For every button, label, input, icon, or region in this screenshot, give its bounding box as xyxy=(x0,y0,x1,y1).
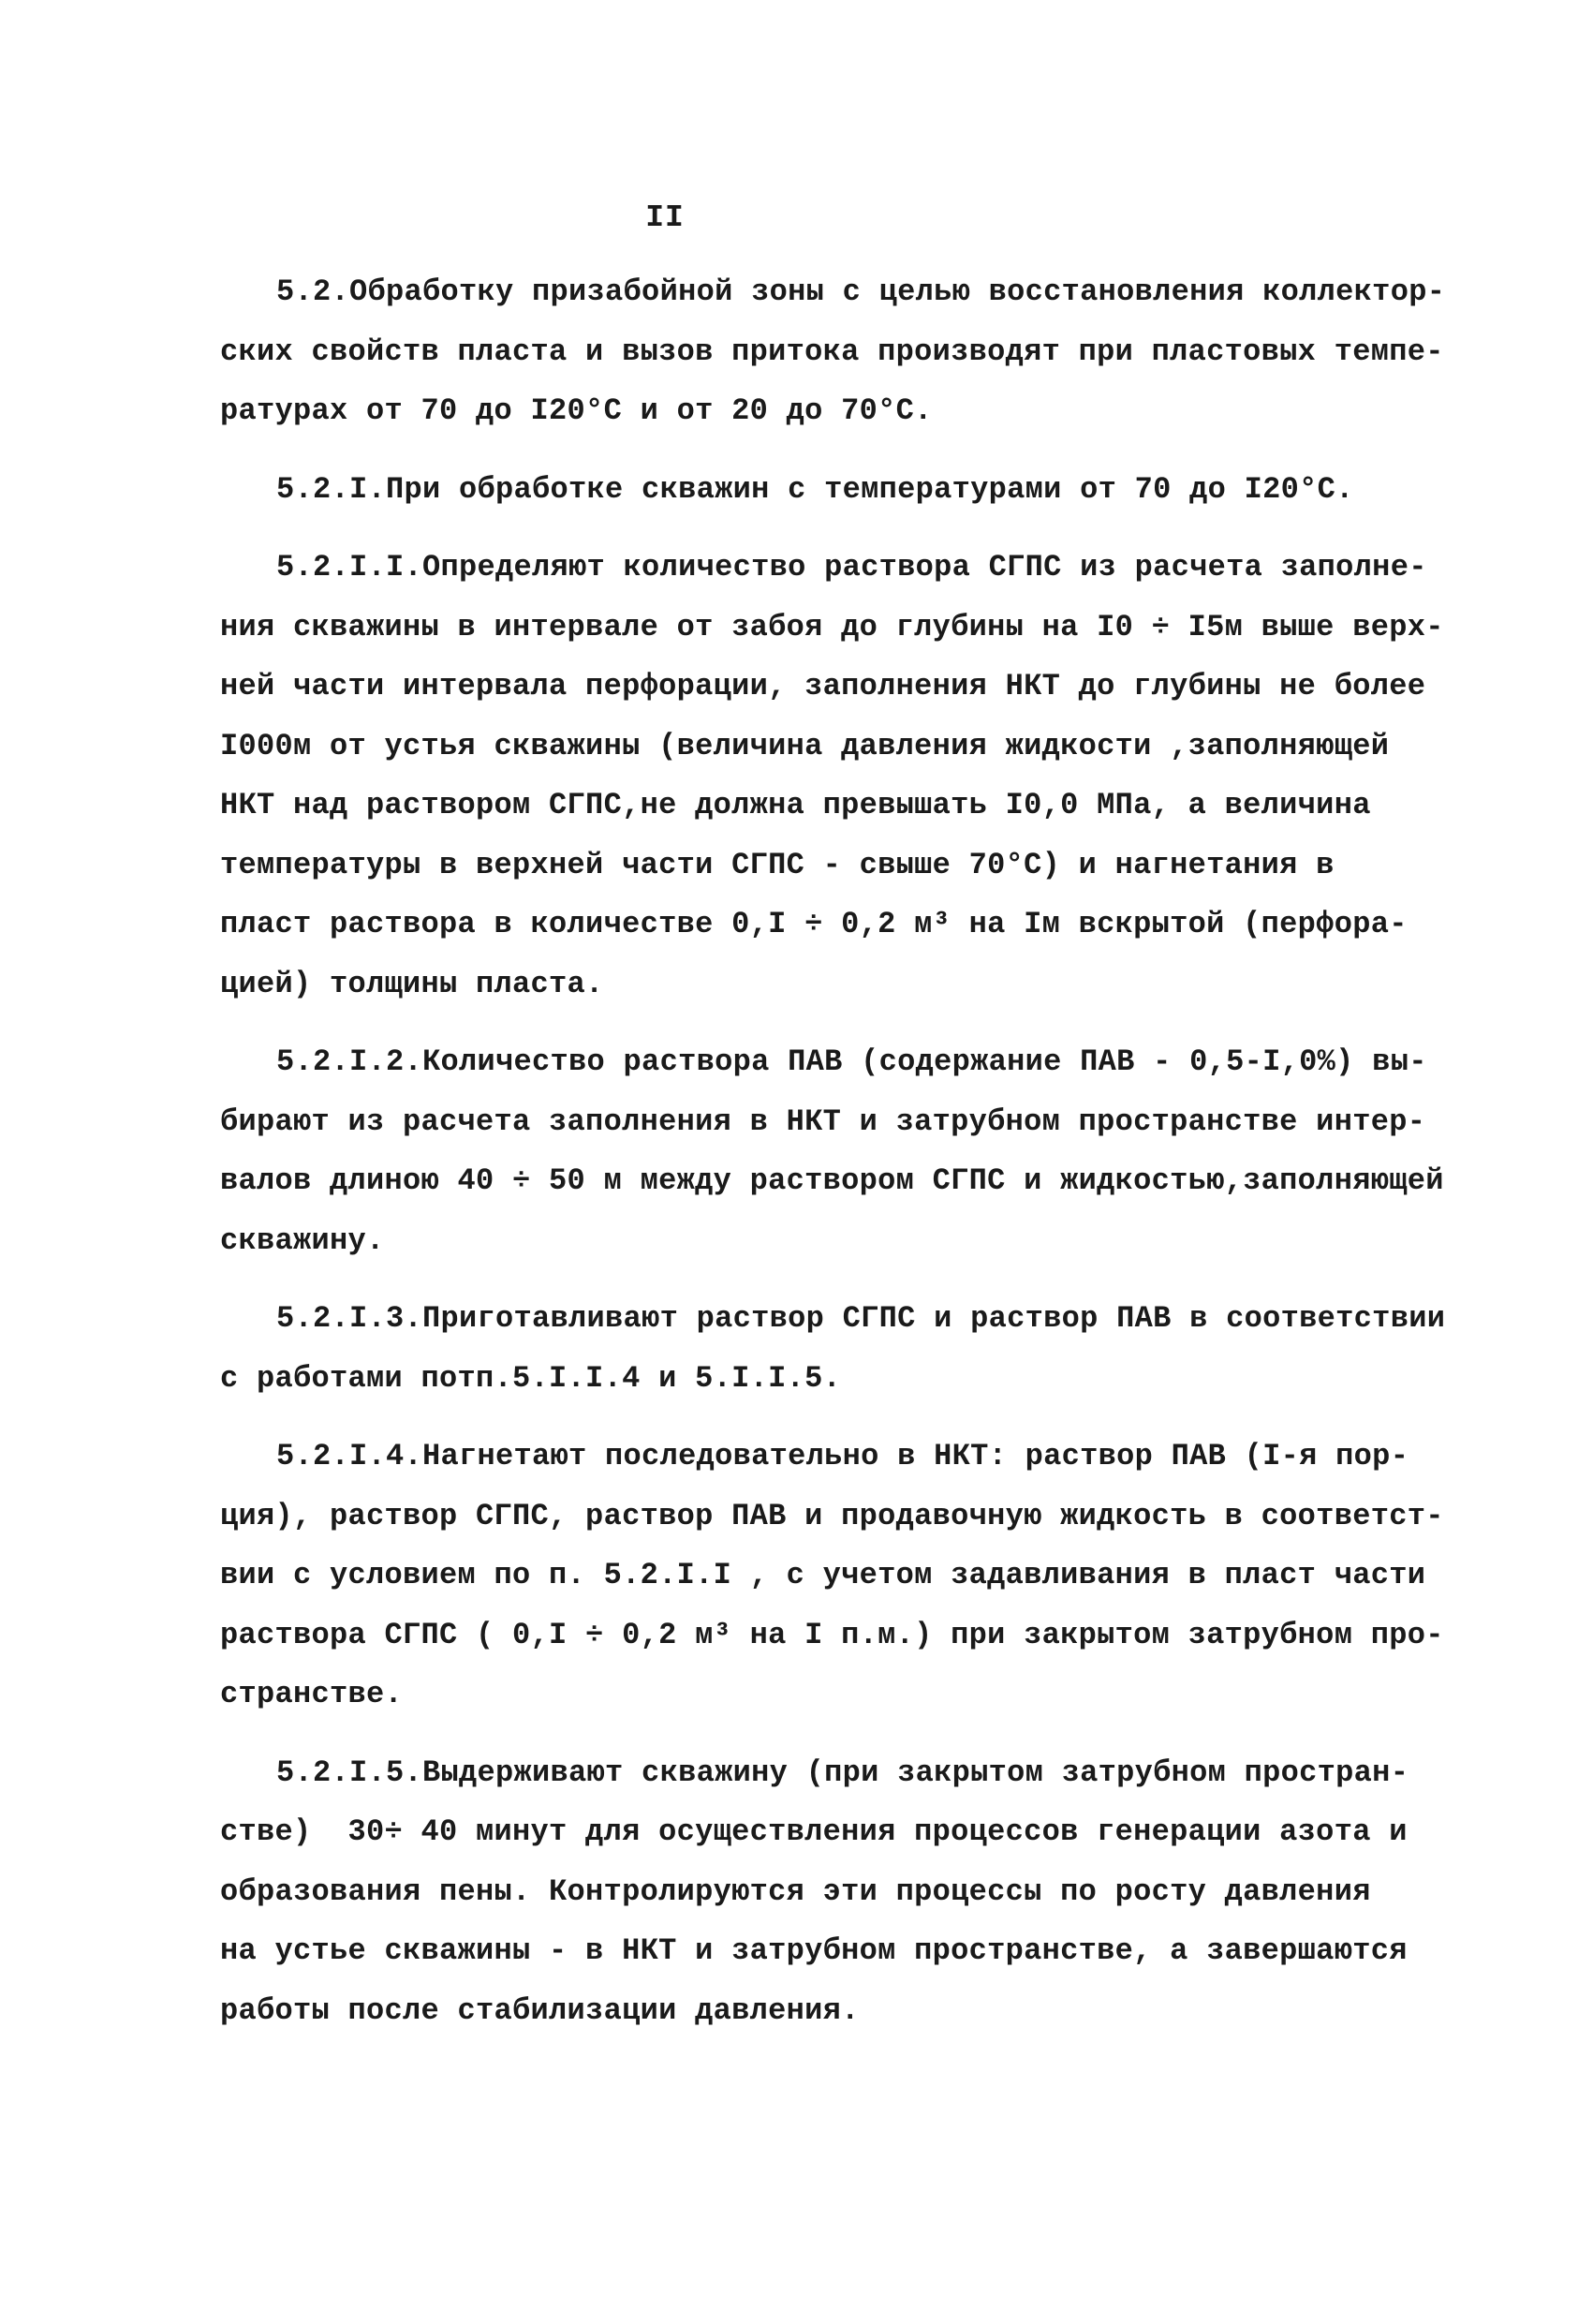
document-body xyxy=(220,262,1447,2059)
text-line: температуры в верхней части СГПС - свыше 70°С) и нагнетания в xyxy=(220,847,1335,882)
text-line: 5.2.I.При обработке скважин с температурами от 70 до I20°С. xyxy=(276,471,1354,507)
text-line: цией) толщины пласта. xyxy=(220,966,604,1001)
text-line: вии с условием по п. 5.2.I.I , с учетом задавливания в пласт части xyxy=(220,1558,1426,1592)
text-line: I000м от устья скважины (величина давления жидкости ,заполняющей xyxy=(220,728,1390,763)
text-line: 5.2.I.4.Нагнетают последовательно в НКТ: раствор ПАВ (I-я пор- xyxy=(276,1439,1409,1473)
text-line: странстве. xyxy=(220,1677,404,1711)
text-line: ней части интервала перфорации, заполнения НКТ до глубины не более xyxy=(220,669,1426,703)
text-line: ратурах от 70 до I20°С и от 20 до 70°С. xyxy=(220,393,933,428)
text-line: валов длиною 40 ÷ 50 м между раствором СГПС и жидкостью,заполняющей xyxy=(220,1163,1444,1198)
paragraph-5-2-1-2 xyxy=(220,1032,1447,1270)
paragraph-5-2 xyxy=(220,262,1447,441)
text-line: 5.2.I.I.Определяют количество раствора СГПС из расчета заполне- xyxy=(276,550,1427,585)
paragraph-5-2-1-5 xyxy=(220,1743,1447,2041)
text-line: скважину. xyxy=(220,1222,385,1258)
paragraph-5-2-1 xyxy=(220,460,1447,520)
paragraph-5-2-1-3 xyxy=(220,1289,1447,1408)
text-line: 5.2.I.3.Приготавливают раствор СГПС и раствор ПАВ в соответствии xyxy=(276,1301,1446,1336)
text-line: раствора СГПС ( 0,I ÷ 0,2 м³ на I п.м.) при закрытом затрубном про- xyxy=(220,1617,1444,1652)
text-line: на устье скважины - в НКТ и затрубном пространстве, а завершаются xyxy=(220,1933,1408,1968)
text-line: образования пены. Контролируются эти процессы по росту давления xyxy=(220,1873,1371,1909)
text-line: 5.2.I.5.Выдерживают скважину (при закрытом затрубном простран- xyxy=(276,1754,1409,1790)
text-line: 5.2.Обработку призабойной зоны с целью восстановления коллектор- xyxy=(276,274,1446,309)
page-number: II xyxy=(645,200,685,235)
text-line: ция), раствор СГПС, раствор ПАВ и продавочную жидкость в соответст- xyxy=(220,1498,1444,1533)
text-line: с работами потп.5.I.I.4 и 5.I.I.5. xyxy=(220,1360,842,1396)
paragraph-5-2-1-4 xyxy=(220,1427,1447,1724)
text-line: НКТ над раствором СГПС,не должна превышать I0,0 МПа, а величина xyxy=(220,788,1371,822)
text-line: 5.2.I.2.Количество раствора ПАВ (содержание ПАВ - 0,5-I,0%) вы- xyxy=(276,1044,1427,1079)
text-line: работы после стабилизации давления. xyxy=(220,1992,860,2028)
paragraph-5-2-1-1 xyxy=(220,538,1447,1014)
text-line: ния скважины в интервале от забоя до глубины на I0 ÷ I5м выше верх- xyxy=(220,609,1444,644)
text-line: стве) 30÷ 40 минут для осуществления процессов генерации азота и xyxy=(220,1814,1408,1849)
text-line: бирают из расчета заполнения в НКТ и затрубном пространстве интер- xyxy=(220,1103,1426,1139)
text-line: пласт раствора в количестве 0,I ÷ 0,2 м³ на Iм вскрытой (перфора- xyxy=(220,907,1408,941)
text-line: ских свойств пласта и вызов притока производят при пластовых темпе- xyxy=(220,333,1444,369)
